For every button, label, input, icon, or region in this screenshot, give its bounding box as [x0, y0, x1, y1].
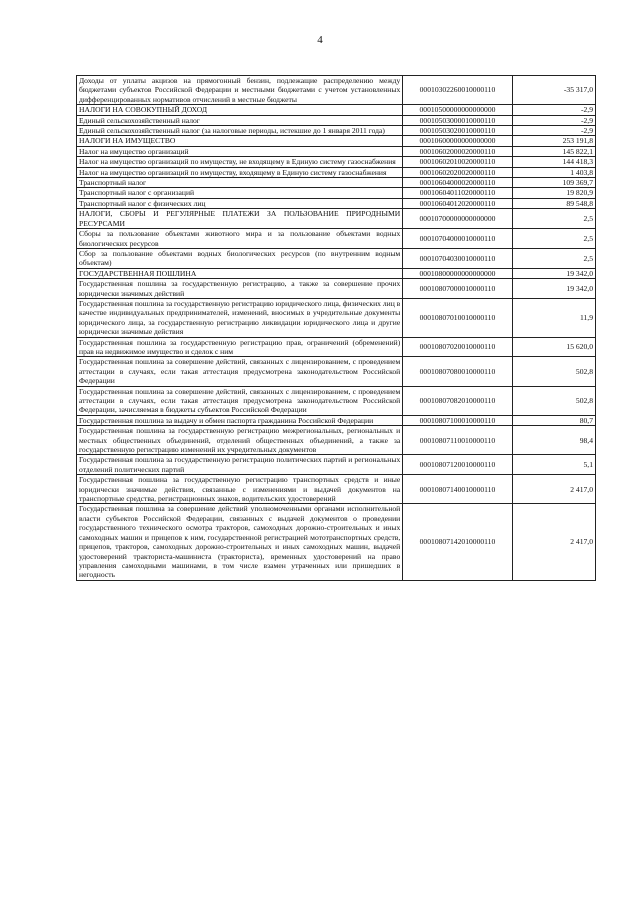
table-row [77, 357, 596, 386]
table-row [77, 415, 596, 425]
row-code: 00010602020020000110 [403, 167, 512, 177]
row-code: 00010600000000000000 [403, 136, 512, 146]
revenue-table [76, 75, 596, 581]
row-amount: 502,8 [512, 386, 595, 415]
row-name: Сбор за пользование объектами водных биологических ресурсов (по внутренним водным объектам) [77, 248, 403, 268]
row-name: Государственная пошлина за совершение действий, связанных с лицензированием, с проведением аттестации в случаях, если такая аттестация предусмотрена законодательством Российской Федерации [77, 357, 403, 386]
table-row [77, 146, 596, 156]
table-row [77, 157, 596, 167]
row-name: Государственная пошлина за государственную регистрацию, а также за совершение прочих юридически значимых действий [77, 279, 403, 299]
row-amount: 5,1 [512, 455, 595, 475]
row-code: 00010704030010000110 [403, 248, 512, 268]
row-code: 00010500000000000000 [403, 105, 512, 115]
row-code: 00010602000020000110 [403, 146, 512, 156]
row-code: 00010700000000000000 [403, 209, 512, 229]
row-name: Единый сельскохозяйственный налог [77, 115, 403, 125]
row-amount: 253 191,8 [512, 136, 595, 146]
table-row [77, 76, 596, 105]
row-name: Сборы за пользование объектами животного мира и за пользование объектами водных биологических ресурсов [77, 229, 403, 249]
row-amount: 98,4 [512, 426, 595, 455]
row-code: 00010807140010000110 [403, 475, 512, 504]
row-code: 00010807100010000110 [403, 415, 512, 425]
table-row [77, 279, 596, 299]
row-name: Государственная пошлина за совершение действий уполномоченными органами исполнительной власти субъектов Российской Федерации, связанных с выдачей документов о проведении государственного технического осмотра тракторов, самоходных дорожно-строительных и иных самоходных машин и прицепов к ним, государственной регистрацией мототранспортных средств, прицепов, тракторов, самоходных дорожно-строительных и иных самоходных машин, выдачей удостоверений тракториста-машиниста (тракториста), временных удостоверений на право управления самоходными машинами, в том числе взамен утраченных или пришедших в негодность [77, 504, 403, 580]
row-name: Транспортный налог [77, 178, 403, 188]
row-amount: 2 417,0 [512, 504, 595, 580]
row-code: 00010807110010000110 [403, 426, 512, 455]
table-row [77, 178, 596, 188]
row-amount: 145 822,1 [512, 146, 595, 156]
table-row [77, 475, 596, 504]
row-amount: 1 403,8 [512, 167, 595, 177]
row-amount: 15 620,0 [512, 337, 595, 357]
table-row [77, 248, 596, 268]
row-amount: 144 418,3 [512, 157, 595, 167]
table-row [77, 105, 596, 115]
row-amount: 11,9 [512, 298, 595, 337]
row-code: 00010503000010000110 [403, 115, 512, 125]
row-amount: 19 820,9 [512, 188, 595, 198]
row-amount: 89 548,8 [512, 198, 595, 208]
row-amount: -35 317,0 [512, 76, 595, 105]
row-code: 00010704000010000110 [403, 229, 512, 249]
row-name: НАЛОГИ НА СОВОКУПНЫЙ ДОХОД [77, 105, 403, 115]
row-amount: -2,9 [512, 115, 595, 125]
row-name: Налог на имущество организаций по имуществу, входящему в Единую систему газоснабжения [77, 167, 403, 177]
table-row [77, 209, 596, 229]
row-code: 00010602010020000110 [403, 157, 512, 167]
page-number: 4 [317, 34, 323, 46]
row-code: 00010807142010000110 [403, 504, 512, 580]
revenue-table-body [77, 76, 596, 581]
table-row [77, 198, 596, 208]
row-name: Единый сельскохозяйственный налог (за налоговые периоды, истекшие до 1 января 2011 года) [77, 126, 403, 136]
row-code: 00010807120010000110 [403, 455, 512, 475]
row-name: Государственная пошлина за выдачу и обмен паспорта гражданина Российской Федерации [77, 415, 403, 425]
row-code: 00010807082010000110 [403, 386, 512, 415]
row-amount: 2,5 [512, 209, 595, 229]
row-name: Государственная пошлина за государственную регистрацию прав, ограничений (обременений) прав на недвижимое имущество и сделок с ним [77, 337, 403, 357]
row-code: 00010807000010000110 [403, 279, 512, 299]
row-name: НАЛОГИ НА ИМУЩЕСТВО [77, 136, 403, 146]
row-code: 00010807080010000110 [403, 357, 512, 386]
row-code: 00010807020010000110 [403, 337, 512, 357]
row-amount: 502,8 [512, 357, 595, 386]
row-amount: 80,7 [512, 415, 595, 425]
table-row [77, 337, 596, 357]
table-row [77, 136, 596, 146]
row-name: Государственная пошлина за государственную регистрацию межрегиональных, региональных и местных общественных объединений, отделений общественных объединений, а также за государственную регистрацию изменений их учредительных документов [77, 426, 403, 455]
row-name: Государственная пошлина за государственную регистрацию юридического лица, физических лиц в качестве индивидуальных предпринимателей, изменений, вносимых в учредительные документы юридического лица, за государственную регистрацию ликвидации юридического лица и другие юридически значимые действия [77, 298, 403, 337]
table-row [77, 268, 596, 278]
table-row [77, 115, 596, 125]
row-name: Государственная пошлина за совершение действий, связанных с лицензированием, с проведением аттестации в случаях, если такая аттестация предусмотрена законодательством Российской Федерации, зачисляемая в бюджеты субъектов Российской Федерации [77, 386, 403, 415]
row-amount: 2 417,0 [512, 475, 595, 504]
row-amount: -2,9 [512, 105, 595, 115]
row-code: 00010604000020000110 [403, 178, 512, 188]
row-amount: 19 342,0 [512, 268, 595, 278]
row-name: Государственная пошлина за государственную регистрацию транспортных средств и иные юридически значимые действия, связанные с изменениями и выдачей документов на транспортные средства, регистрационных знаков, водительских удостоверений [77, 475, 403, 504]
row-name: Налог на имущество организаций [77, 146, 403, 156]
table-row [77, 167, 596, 177]
row-amount: 109 369,7 [512, 178, 595, 188]
row-code: 00010604012020000110 [403, 198, 512, 208]
table-row [77, 126, 596, 136]
table-row [77, 426, 596, 455]
row-name: ГОСУДАРСТВЕННАЯ ПОШЛИНА [77, 268, 403, 278]
table-row [77, 386, 596, 415]
table-row [77, 188, 596, 198]
row-code: 00010302260010000110 [403, 76, 512, 105]
row-name: НАЛОГИ, СБОРЫ И РЕГУЛЯРНЫЕ ПЛАТЕЖИ ЗА ПОЛЬЗОВАНИЕ ПРИРОДНЫМИ РЕСУРСАМИ [77, 209, 403, 229]
row-amount: 2,5 [512, 229, 595, 249]
row-name: Транспортный налог с организаций [77, 188, 403, 198]
row-amount: -2,9 [512, 126, 595, 136]
row-code: 00010604011020000110 [403, 188, 512, 198]
row-code: 00010503020010000110 [403, 126, 512, 136]
row-name: Государственная пошлина за государственную регистрацию политических партий и региональных отделений политических партий [77, 455, 403, 475]
row-name: Налог на имущество организаций по имуществу, не входящему в Единую систему газоснабжения [77, 157, 403, 167]
row-name: Транспортный налог с физических лиц [77, 198, 403, 208]
table-row [77, 229, 596, 249]
row-amount: 19 342,0 [512, 279, 595, 299]
table-row [77, 298, 596, 337]
row-code: 00010807010010000110 [403, 298, 512, 337]
table-row [77, 455, 596, 475]
row-amount: 2,5 [512, 248, 595, 268]
row-code: 00010800000000000000 [403, 268, 512, 278]
row-name: Доходы от уплаты акцизов на прямогонный бензин, подлежащие распределению между бюджетами субъектов Российской Федерации и местными бюджетами с учетом установленных дифференцированных нормативов отчислений в местные бюджеты [77, 76, 403, 105]
table-row [77, 504, 596, 580]
